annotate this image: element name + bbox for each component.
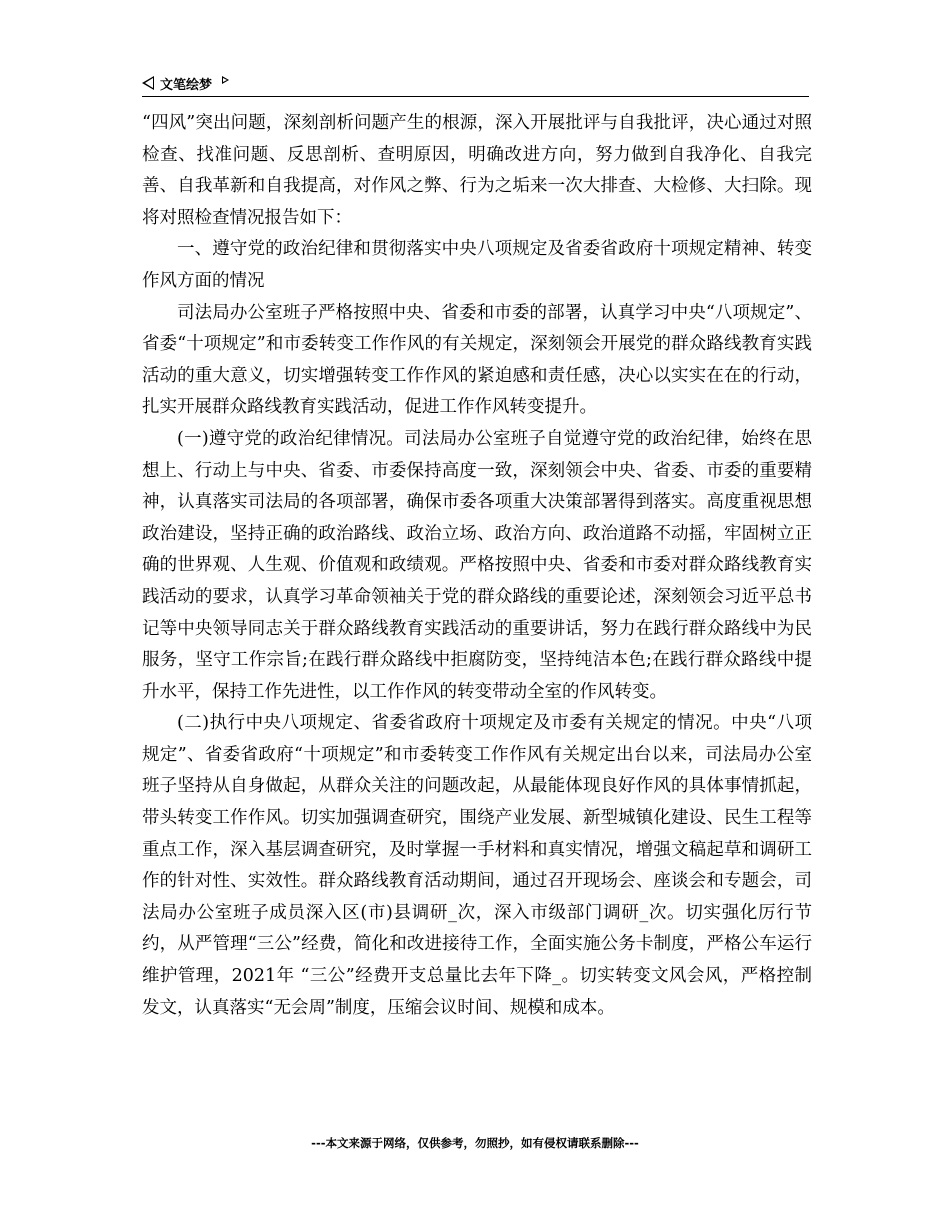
section-heading-1: 一、遵守党的政治纪律和贯彻落实中央八项规定及省委省政府十项规定精神、转变作风方面的情况 xyxy=(142,239,812,291)
paragraph-political-discipline: (一)遵守党的政治纪律情况。司法局办公室班子自觉遵守党的政治纪律，始终在思想上、行动上与中央、省委、市委保持高度一致，深刻领会中央、省委、市委的重要精神，认真落实司法局的各项部署，确保市委各项重大决策部署得到落实。高度重视思想政治建设，坚持正确的政治路线、政治立场、政治方向、政治道路不动摇，牢固树立正确的世界观、人生观、价值观和政绩观。严格按照中央、省委和市委对群众路线教育实践活动的要求，认真学习革命领袖关于党的群众路线的重要论述，深刻领会习近平总书记等中央领导同志关于群众路线教育实践活动的重要讲话，努力在践行群众路线中为民服务，坚守工作宗旨;在践行群众路线中拒腐防变，坚持纯洁本色;在践行群众路线中提升水平，保持工作先进性，以工作作风的转变带动全室的作风转变。 xyxy=(142,428,812,702)
document-body xyxy=(142,108,812,1024)
footer-disclaimer: ---本文来源于网络，仅供参考，勿照抄，如有侵权请联系删除--- xyxy=(311,1136,639,1150)
paragraph-intro-continued: “四风”突出问题，深刻剖析问题产生的根源，深入开展批评与自我批评，决心通过对照检查、找准问题、反思剖析、查明原因，明确改进方向，努力做到自我净化、自我完善、自我革新和自我提高，对作风之弊、行为之垢来一次大排查、大检修、大扫除。现将对照检查情况报告如下： xyxy=(142,113,812,228)
paragraph-eight-regulations: (二)执行中央八项规定、省委省政府十项规定及市委有关规定的情况。中央“八项规定”、省委省政府“十项规定”和市委转变工作作风有关规定出台以来，司法局办公室班子坚持从自身做起，从群众关注的问题改起，从最能体现良好作风的具体事情抓起，带头转变工作作风。切实加强调查研究，围绕产业发展、新型城镇化建设、民生工程等重点工作，深入基层调查研究，及时掌握一手材料和真实情况，增强文稿起草和调研工作的针对性、实效性。群众路线教育活动期间，通过召开现场会、座谈会和专题会，司法局办公室班子成员深入区(市)县调研_次，深入市级部门调研_次。切实强化厉行节约，从严管理“三公”经费，简化和改进接待工作，全面实施公务卡制度，严格公车运行维护管理，2021年 “三公”经费开支总量比去年下降_。切实转变文风会风，严格控制发文，认真落实“无会周”制度，压缩会议时间、规模和成本。 xyxy=(142,713,812,1018)
page-header xyxy=(142,70,809,97)
paragraph-overview: 司法局办公室班子严格按照中央、省委和市委的部署，认真学习中央“八项规定”、省委“十项规定”和市委转变工作作风的有关规定，深刻领会开展党的群众路线教育实践活动的重大意义，切实增强转变工作作风的紧迫感和责任感，决心以实实在在的行动，扎实开展群众路线教育实践活动，促进工作作风转变提升。 xyxy=(142,302,812,418)
header-brand: 文笔绘梦 xyxy=(160,77,213,93)
triangle-right-icon xyxy=(222,76,229,84)
triangle-left-icon xyxy=(142,76,154,90)
